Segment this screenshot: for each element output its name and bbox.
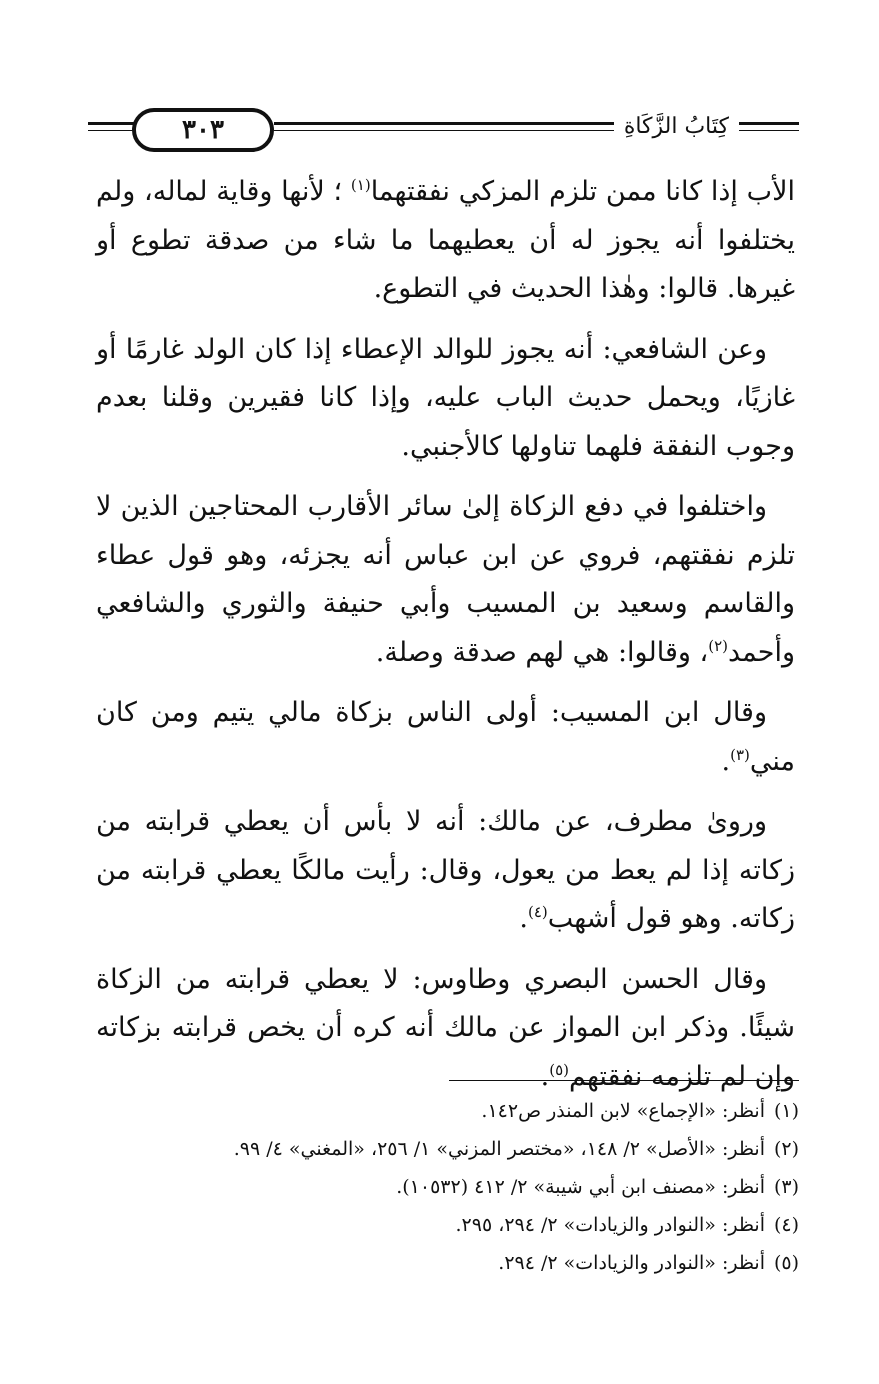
footnote-number: (٣): [773, 1176, 799, 1198]
footnote-number: (٢): [773, 1138, 799, 1160]
footnote-separator: [449, 1080, 799, 1081]
paragraph-text: وقال الحسن البصري وطاوس: لا يعطي قرابته من الزكاة شيئًا. وذكر ابن المواز عن مالك أنه كره أن يخص قرابته بزكاته وإن لم تلزمه نفقتهم: [96, 963, 795, 1092]
footnotes: [96, 1092, 799, 1282]
footnote: [96, 1206, 799, 1244]
footnote-text: أنظر: «الأصل» ٢/ ١٤٨، «مختصر المزني» ١/ ٢٥٦، «المغني» ٤/ ٩٩.: [233, 1138, 765, 1160]
page-header: [88, 108, 799, 154]
paragraph-text: وعن الشافعي: أنه يجوز للوالد الإعطاء إذا كان الولد غارمًا أو غازيًا، ويحمل حديث الباب عليه، وإذا كانا فقيرين وقلنا بعدم وجوب النفقة فلهما تناولها كالأجنبي.: [96, 333, 795, 462]
paragraph: [96, 483, 795, 677]
paragraph: [96, 689, 795, 786]
footnote-ref[interactable]: (٥): [549, 1060, 569, 1079]
header-rule-left-thin: [88, 130, 138, 131]
paragraph-text-tail: .: [540, 1060, 550, 1092]
footnote-ref[interactable]: (١): [350, 176, 371, 194]
footnote-ref[interactable]: (٤): [528, 903, 548, 921]
paragraph-text-tail: .: [721, 745, 731, 777]
footnote: [96, 1130, 799, 1168]
page-number: ٣٠٣: [182, 115, 224, 145]
running-title: كِتَابُ الزَّكَاةِ: [614, 114, 739, 139]
footnote: [96, 1244, 799, 1282]
paragraph-text: وقال ابن المسيب: أولى الناس بزكاة مالي يتيم ومن كان مني: [96, 697, 795, 777]
paragraph: [96, 326, 795, 472]
footnote-text: أنظر: «النوادر والزيادات» ٢/ ٢٩٤.: [498, 1252, 765, 1274]
header-rule-left: [88, 122, 138, 125]
page-number-badge: [132, 108, 274, 152]
footnote-ref[interactable]: (٣): [730, 745, 750, 764]
paragraph-text: واختلفوا في دفع الزكاة إلىٰ سائر الأقارب المحتاجين الذين لا تلزم نفقتهم، فروي عن ابن عباس أنه يجزئه، وهو قول عطاء والقاسم وسعيد بن المسيب وأبي حنيفة والثوري والشافعي وأحمد: [96, 491, 795, 668]
footnote-text: أنظر: «الإجماع» لابن المنذر ص١٤٢.: [481, 1100, 765, 1122]
footnote-text: أنظر: «النوادر والزيادات» ٢/ ٢٩٤، ٢٩٥.: [455, 1214, 765, 1236]
paragraph-text: الأب إذا كانا ممن تلزم المزكي نفقتهما: [370, 176, 796, 207]
footnote-number: (١): [773, 1100, 799, 1122]
paragraph: [96, 798, 795, 944]
paragraph-text-tail: ، وقالوا: هي لهم صدقة وصلة.: [375, 636, 709, 668]
footnote-number: (٥): [773, 1252, 799, 1274]
paragraph-text: وروىٰ مطرف، عن مالك: أنه لا بأس أن يعطي قرابته من زكاته إذا لم يعط من يعول، وقال: رأيت مالكًا يعطي قرابته من زكاته. وهو قول أشهب: [96, 806, 795, 934]
paragraph-text-tail: ؛ لأنها وقاية لماله، ولم يختلفوا أنه يجوز له أن يعطيهما ما شاء من صدقة تطوع أو غيرها. قالوا: وهٰذا الحديث في التطوع.: [96, 176, 795, 304]
footnote: [96, 1168, 799, 1206]
paragraph-text-tail: .: [519, 903, 528, 934]
footnote-text: أنظر: «مصنف ابن أبي شيبة» ٢/ ٤١٢ (١٠٥٣٢).: [396, 1176, 765, 1198]
main-text: [96, 168, 795, 1113]
footnote-number: (٤): [773, 1214, 799, 1236]
footnote-ref[interactable]: (٢): [708, 636, 728, 655]
paragraph: [96, 168, 795, 314]
footnote: [96, 1092, 799, 1130]
